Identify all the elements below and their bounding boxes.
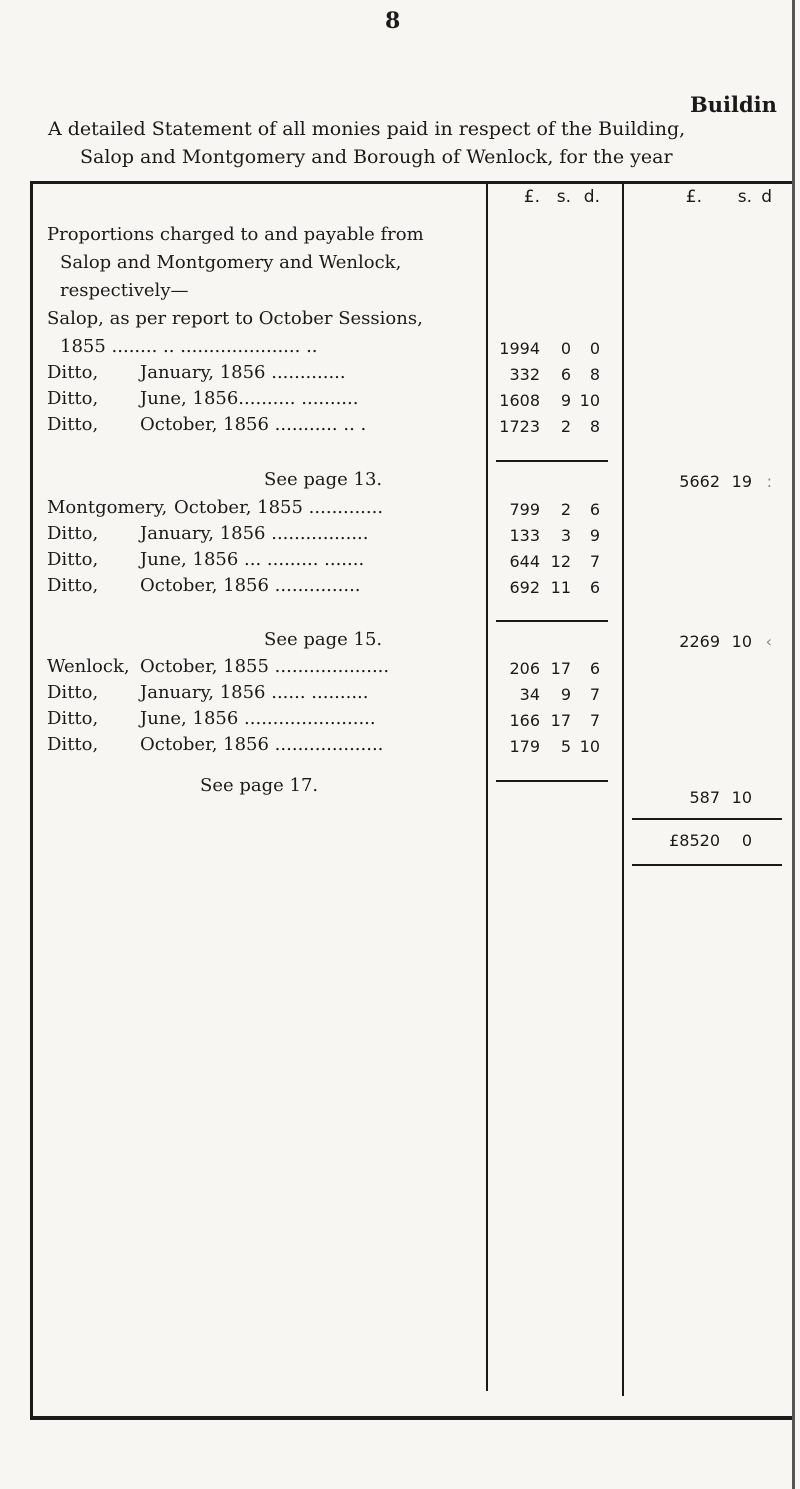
page-edge-shadow <box>792 0 795 1489</box>
entry-period: October, 1856 ............... <box>140 575 361 596</box>
section-total-shillings: 10 <box>731 632 752 651</box>
statement-heading-line-2: Salop and Montgomery and Borough of Wenlock, for the year <box>80 146 673 168</box>
entry-label: Ditto, <box>47 682 99 703</box>
header-pounds-2: £. <box>685 187 702 207</box>
amount-shillings: 5 <box>560 737 571 756</box>
amount-pounds: 206 <box>509 659 540 678</box>
amount-shillings: 6 <box>560 365 571 384</box>
amount-pence: 8 <box>589 365 600 384</box>
entry-period: October, 1855 .................... <box>140 656 390 677</box>
section-total-shillings: 19 <box>731 472 752 491</box>
table-top-rule <box>30 181 792 184</box>
subtotal-rule <box>496 460 608 462</box>
amount-pounds: 179 <box>509 737 540 756</box>
entry-period: October, 1856 ................... <box>140 734 384 755</box>
section-total-pounds: 2269 <box>679 632 720 651</box>
amount-pence: 7 <box>589 552 600 571</box>
entry-label: Ditto, <box>47 362 99 383</box>
entry-label: Ditto, <box>47 575 99 596</box>
section-total-shillings: 10 <box>731 788 752 807</box>
amount-shillings: 2 <box>560 500 571 519</box>
amount-pence: 6 <box>589 500 600 519</box>
amount-pounds: 332 <box>509 365 540 384</box>
intro-line-3: respectively— <box>60 280 189 301</box>
amount-shillings: 9 <box>560 685 571 704</box>
entry-period: January, 1856 ...... .......... <box>140 682 369 703</box>
page-number: 8 <box>385 8 401 34</box>
salop-first-entry-label: 1855 ........ .. ..................... .. <box>60 336 318 357</box>
amount-pounds: 692 <box>509 578 540 597</box>
entry-period: June, 1856 ... ......... ....... <box>140 549 365 570</box>
amount-pence: 8 <box>589 417 600 436</box>
amount-pence: 6 <box>589 659 600 678</box>
grand-total-shillings: 0 <box>741 831 752 850</box>
entry-label: Ditto, <box>47 734 99 755</box>
amount-shillings: 17 <box>550 711 571 730</box>
amount-shillings: 12 <box>550 552 571 571</box>
salop-heading: Salop, as per report to October Sessions, <box>47 308 423 329</box>
grand-total-rule <box>632 818 782 820</box>
section-total-pounds: 5662 <box>679 472 720 491</box>
amount-pence: 6 <box>589 578 600 597</box>
see-page-reference: See page 13. <box>264 469 383 490</box>
amount-pounds: 1723 <box>499 417 540 436</box>
amount-pounds: 799 <box>509 500 540 519</box>
section-total-pounds: 587 <box>689 788 720 807</box>
amount-pence: 7 <box>589 711 600 730</box>
header-shillings-2: s. <box>737 187 752 207</box>
entry-label: Ditto, <box>47 549 99 570</box>
entry-label: Montgomery, <box>47 497 168 518</box>
entry-label: Ditto, <box>47 708 99 729</box>
amount-pounds: 34 <box>519 685 540 704</box>
entry-label: Ditto, <box>47 388 99 409</box>
amount-pounds: 1994 <box>499 339 540 358</box>
section-total-pence: : <box>766 472 772 491</box>
amount-pence: 10 <box>579 391 600 410</box>
see-page-reference: See page 17. <box>200 775 319 796</box>
header-pence-2: d <box>761 187 772 207</box>
amount-pounds: 1608 <box>499 391 540 410</box>
header-shillings-1: s. <box>556 187 571 207</box>
running-head: Buildin <box>690 92 777 117</box>
see-page-reference: See page 15. <box>264 629 383 650</box>
entry-period: January, 1856 ............. <box>140 362 346 383</box>
amount-shillings: 2 <box>560 417 571 436</box>
amount-pounds: 133 <box>509 526 540 545</box>
header-pounds-1: £. <box>523 187 540 207</box>
amount-shillings: 3 <box>560 526 571 545</box>
column-rule-totals <box>622 181 624 1396</box>
intro-line-2: Salop and Montgomery and Wenlock, <box>60 252 402 273</box>
statement-heading-line-1: A detailed Statement of all monies paid in respect of the Building, <box>48 118 686 140</box>
table-bottom-rule <box>30 1416 792 1420</box>
entry-label: Ditto, <box>47 414 99 435</box>
amount-pounds: 166 <box>509 711 540 730</box>
intro-line-1: Proportions charged to and payable from <box>47 224 424 245</box>
grand-total-pounds: £8520 <box>669 831 720 850</box>
entry-period: October, 1856 ........... .. . <box>140 414 367 435</box>
table-left-rule <box>30 181 33 1419</box>
amount-pence: 10 <box>579 737 600 756</box>
grand-total-underline <box>632 864 782 866</box>
amount-shillings: 0 <box>560 339 571 358</box>
header-pence-1: d. <box>583 187 600 207</box>
entry-period: June, 1856.......... .......... <box>140 388 359 409</box>
entry-label: Wenlock, <box>47 656 130 677</box>
amount-shillings: 11 <box>550 578 571 597</box>
entry-period: October, 1855 ............. <box>174 497 384 518</box>
entry-period: January, 1856 ................. <box>140 523 369 544</box>
subtotal-rule <box>496 620 608 622</box>
entry-period: June, 1856 ....................... <box>140 708 376 729</box>
section-total-pence: ‹ <box>765 632 772 651</box>
amount-pence: 9 <box>589 526 600 545</box>
amount-pence: 0 <box>589 339 600 358</box>
amount-shillings: 17 <box>550 659 571 678</box>
subtotal-rule <box>496 780 608 782</box>
entry-label: Ditto, <box>47 523 99 544</box>
amount-pounds: 644 <box>509 552 540 571</box>
amount-pence: 7 <box>589 685 600 704</box>
amount-shillings: 9 <box>560 391 571 410</box>
column-rule-amounts <box>486 181 488 1391</box>
